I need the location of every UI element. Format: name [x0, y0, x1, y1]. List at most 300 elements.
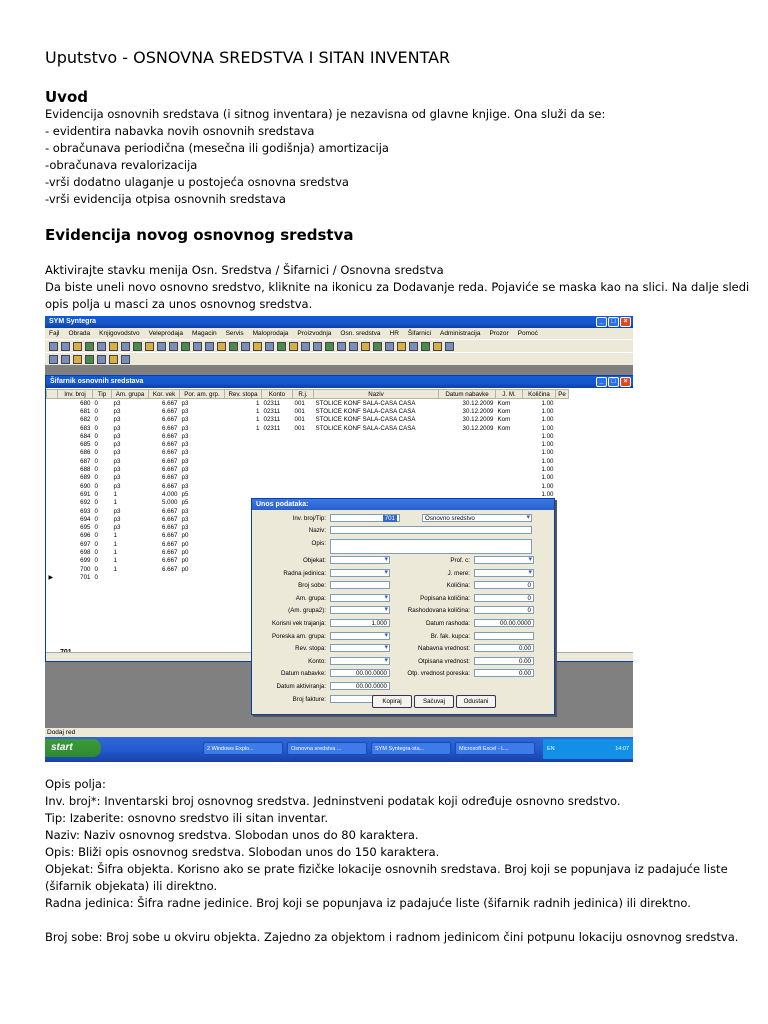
- table-cell: [314, 465, 439, 473]
- toolbar-button-icon[interactable]: [109, 355, 118, 364]
- table-cell: [496, 465, 523, 473]
- field-input[interactable]: 0.00: [474, 657, 534, 665]
- field-input[interactable]: [330, 632, 390, 640]
- toolbar-button-icon[interactable]: [49, 355, 58, 364]
- table-row[interactable]: [47, 407, 569, 415]
- table-cell: [225, 474, 262, 482]
- toolbar-button-icon[interactable]: [97, 342, 106, 351]
- field-input[interactable]: [330, 657, 390, 665]
- table-cell: p0: [181, 557, 189, 565]
- toolbar-button-icon[interactable]: [445, 342, 454, 351]
- table-cell: [293, 440, 314, 448]
- table-cell: p3: [113, 441, 121, 449]
- type-value: Osnovno sredstvo: [425, 515, 475, 522]
- field-input[interactable]: [474, 556, 534, 564]
- table-row[interactable]: [47, 474, 569, 482]
- table-cell: 1: [256, 416, 260, 424]
- table-cell: 696: [80, 532, 91, 540]
- table-cell: 680: [80, 399, 91, 407]
- field-label: Nabavna vrednost:: [418, 645, 470, 653]
- entry-dialog: [251, 498, 555, 715]
- table-row[interactable]: [47, 482, 569, 490]
- text-line: opis polja u masci za unos osnovnog sredstva.: [45, 297, 313, 311]
- field-label: Poreska am. grupa:: [272, 632, 326, 640]
- table-cell: 6.667: [162, 416, 178, 424]
- child-title: Šifarnik osnovnih sredstava: [50, 378, 144, 385]
- table-cell: STOLICE KONF SALA-CASA CASA: [315, 424, 416, 432]
- table-cell: 0: [94, 490, 98, 498]
- table-cell: 1: [113, 499, 117, 507]
- table-cell: 0: [94, 524, 98, 532]
- field-label: Radna jedinica:: [283, 569, 326, 577]
- toolbar-button-icon[interactable]: [409, 342, 418, 351]
- field-label: Datum rashoda:: [425, 620, 470, 627]
- field-label: J. mere:: [447, 569, 470, 577]
- table-row[interactable]: [47, 432, 569, 440]
- text-line: [45, 912, 738, 929]
- table-cell: p3: [181, 441, 189, 449]
- text-line: -vrši evidencija otpisa osnovnih sredstava: [45, 192, 286, 206]
- table-cell: p3: [113, 482, 121, 490]
- application-screenshot: [45, 316, 633, 762]
- column-header[interactable]: Por. am. grp.: [180, 390, 225, 399]
- field-input[interactable]: 1.000: [330, 619, 390, 627]
- text-line: Inv. broj*: Inventarski broj osnovnog sredstva. Jedninstveni podatak koji određuje osnovno sredstvo.: [45, 794, 621, 808]
- table-cell: 0: [94, 432, 98, 440]
- table-cell: 02311: [263, 416, 281, 424]
- dialog-title: Unos podataka:: [256, 501, 309, 508]
- text-line: Opis: Bliži opis osnovnog sredstva. Slobodan unos do 150 karaktera.: [45, 845, 440, 859]
- field-label: Rashodovana količina:: [407, 607, 470, 615]
- taskbar-button[interactable]: SYM Syntegra-sta...: [371, 742, 451, 755]
- child-close-icon[interactable]: ×: [620, 377, 631, 387]
- table-cell: [439, 474, 496, 482]
- taskbar-button[interactable]: 2 Windows Explo...: [203, 742, 283, 755]
- table-cell: 0: [94, 441, 98, 449]
- table-cell: 6.667: [162, 532, 178, 540]
- field-input[interactable]: 00.00.0000: [330, 682, 390, 690]
- table-cell: [496, 457, 523, 465]
- column-header[interactable]: Konto: [262, 390, 293, 399]
- menu-item[interactable]: HR: [389, 330, 399, 337]
- table-cell: 6.667: [162, 399, 178, 407]
- field-input[interactable]: [330, 569, 390, 577]
- table-cell: 6.667: [162, 507, 178, 515]
- table-cell: 6.667: [162, 565, 178, 573]
- toolbar-secondary: [45, 352, 633, 365]
- table-cell: p3: [181, 507, 189, 515]
- table-cell: [225, 432, 262, 440]
- toolbar-button-icon[interactable]: [121, 355, 130, 364]
- table-cell: [496, 440, 523, 448]
- menu-item[interactable]: Pomoć: [517, 330, 538, 337]
- table-cell: 691: [80, 490, 91, 498]
- table-cell: 6.667: [162, 441, 178, 449]
- column-header[interactable]: Kor. vek: [149, 390, 180, 399]
- dialog-titlebar: [252, 499, 554, 510]
- table-cell: STOLICE KONF SALA-CASA CASA: [315, 407, 416, 415]
- toolbar-button-icon[interactable]: [157, 342, 166, 351]
- table-cell: 0: [94, 424, 98, 432]
- field-label: Prof. c:: [450, 557, 470, 564]
- save-button[interactable]: Sačuvaj: [414, 695, 454, 708]
- menu-item[interactable]: Administracija: [440, 330, 481, 337]
- menu-item[interactable]: Servis: [225, 330, 244, 337]
- table-cell: 684: [80, 432, 91, 440]
- field-input[interactable]: [330, 644, 390, 652]
- table-cell: 689: [80, 474, 91, 482]
- table-cell: p5: [181, 499, 189, 507]
- table-cell: STOLICE KONF SALA-CASA CASA: [315, 416, 416, 424]
- table-row[interactable]: [47, 416, 569, 424]
- system-tray: [543, 739, 633, 759]
- description-input[interactable]: [330, 539, 532, 554]
- table-row[interactable]: [47, 449, 569, 457]
- table-cell: [314, 449, 439, 457]
- text-line: Da biste uneli novo osnovno sredstvo, kliknite na ikonicu za Dodavanje reda. Pojaviće se maska kao na slici. Na dalje sledi: [45, 280, 750, 294]
- start-button[interactable]: start: [45, 739, 101, 757]
- table-cell: 6.667: [162, 457, 178, 465]
- column-header[interactable]: Inv. broj: [58, 390, 93, 399]
- taskbar-button[interactable]: Microsoft Excel - L...: [455, 742, 535, 755]
- menu-item[interactable]: Šifarnici: [407, 330, 432, 337]
- table-cell: [293, 465, 314, 473]
- section-text: [45, 262, 749, 313]
- table-cell: 0: [94, 407, 98, 415]
- table-cell: [314, 474, 439, 482]
- table-cell: 686: [80, 449, 91, 457]
- toolbar-button-icon[interactable]: [325, 342, 334, 351]
- table-cell: p0: [181, 565, 189, 573]
- menu-item[interactable]: Fajl: [49, 330, 60, 337]
- column-header[interactable]: Naziv: [314, 390, 439, 399]
- table-cell: p0: [181, 540, 189, 548]
- name-label: Naziv:: [308, 527, 326, 534]
- copy-button[interactable]: Kopiraj: [372, 695, 412, 708]
- table-cell: p5: [181, 490, 189, 498]
- field-label: (Am. grupa2):: [288, 607, 326, 615]
- window-title: SYM Syntegra: [49, 318, 97, 325]
- table-cell: 6.667: [162, 482, 178, 490]
- table-cell: [496, 474, 523, 482]
- table-cell: p3: [181, 424, 189, 432]
- field-input[interactable]: [330, 581, 390, 589]
- field-input[interactable]: 00.00.0000: [474, 619, 534, 627]
- table-cell: p0: [181, 532, 189, 540]
- table-row[interactable]: ▶ 701 0: [47, 573, 569, 581]
- field-label: Objekat:: [302, 557, 326, 564]
- table-row[interactable]: [47, 440, 569, 448]
- taskbar-button[interactable]: Osnovna sredstva ...: [287, 742, 367, 755]
- table-cell: 695: [80, 524, 91, 532]
- field-label: Popisana količina:: [420, 594, 470, 602]
- toolbar-button-icon[interactable]: [337, 342, 346, 351]
- toolbar-button-icon[interactable]: [109, 342, 118, 351]
- field-input[interactable]: [330, 556, 390, 564]
- column-header[interactable]: Pe: [556, 390, 569, 399]
- table-cell: [439, 457, 496, 465]
- table-cell: [180, 573, 225, 581]
- toolbar-button-icon[interactable]: [421, 342, 430, 351]
- text-line: Opis polja:: [45, 777, 106, 791]
- table-cell: 1.00: [541, 466, 554, 474]
- table-cell: [112, 573, 149, 581]
- toolbar-button-icon[interactable]: [349, 342, 358, 351]
- table-cell: 1.00: [541, 407, 554, 415]
- table-cell: 0: [94, 499, 98, 507]
- table-cell: [149, 573, 180, 581]
- table-cell: p3: [113, 416, 121, 424]
- table-row[interactable]: [47, 399, 569, 408]
- field-label: Datum aktiviranja:: [276, 683, 326, 690]
- name-input[interactable]: [330, 526, 532, 534]
- table-cell: p3: [181, 457, 189, 465]
- child-maximize-icon[interactable]: □: [608, 377, 619, 387]
- minimize-icon[interactable]: _: [596, 317, 607, 327]
- column-header[interactable]: R.j.: [293, 390, 314, 399]
- table-cell: p3: [181, 474, 189, 482]
- intro-text: [45, 106, 605, 208]
- table-cell: 1: [113, 557, 117, 565]
- table-cell: 30.12.2009: [462, 424, 494, 432]
- toolbar-button-icon[interactable]: [313, 342, 322, 351]
- field-input[interactable]: [474, 569, 534, 577]
- document-title: Uputstvo - OSNOVNA SREDSTVA I SITAN INVENTAR: [45, 48, 451, 67]
- table-cell: 1: [113, 548, 117, 556]
- table-cell: 6.667: [162, 432, 178, 440]
- intro-heading: Uvod: [45, 88, 89, 106]
- toolbar-button-icon[interactable]: [277, 342, 286, 351]
- table-cell: p3: [113, 399, 121, 407]
- table-cell: p3: [181, 524, 189, 532]
- field-input[interactable]: 0.00: [474, 669, 534, 677]
- toolbar-button-icon[interactable]: [397, 342, 406, 351]
- column-header[interactable]: Datum nabavke: [439, 390, 496, 399]
- menu-item[interactable]: Magacin: [192, 330, 217, 337]
- table-cell: p3: [181, 399, 189, 407]
- table-cell: [496, 482, 523, 490]
- table-cell: 1: [256, 407, 260, 415]
- table-cell: 682: [80, 416, 91, 424]
- table-cell: p3: [113, 432, 121, 440]
- toolbar-button-icon[interactable]: [253, 342, 262, 351]
- toolbar-button-icon[interactable]: [181, 342, 190, 351]
- table-cell: p3: [181, 466, 189, 474]
- table-cell: p3: [113, 457, 121, 465]
- toolbar-button-icon[interactable]: [61, 342, 70, 351]
- text-line: - obračunava periodična (mesečna ili godišnja) amortizacija: [45, 141, 389, 155]
- table-cell: [439, 449, 496, 457]
- table-cell: [262, 449, 293, 457]
- table-cell: 4.000: [162, 490, 178, 498]
- field-input[interactable]: 0.00: [474, 644, 534, 652]
- table-cell: 0: [94, 557, 98, 565]
- table-cell: 697: [80, 540, 91, 548]
- table-cell: 688: [80, 466, 91, 474]
- menu-item[interactable]: Knjigovodstvo: [99, 330, 140, 337]
- text-line: Broj sobe: Broj sobe u okviru objekta. Zajedno za objektom i radnom jedinicom čini potpunu lokaciju osnovnog sredstva.: [45, 930, 739, 944]
- mdi-area: [45, 375, 633, 710]
- table-cell: p3: [113, 466, 121, 474]
- field-description-text: [45, 776, 738, 946]
- table-cell: 1.00: [541, 432, 554, 440]
- table-cell: 1: [256, 399, 260, 407]
- menu-item[interactable]: Maloprodaja: [252, 330, 289, 337]
- table-cell: p3: [113, 474, 121, 482]
- text-line: Aktivirajte stavku menija Osn. Sredstva / Šifarnici / Osnovna sredstva: [45, 263, 444, 277]
- table-row[interactable]: [47, 465, 569, 473]
- toolbar-button-icon[interactable]: [241, 342, 250, 351]
- table-cell: 700: [80, 565, 91, 573]
- table-cell: 1.00: [541, 424, 554, 432]
- toolbar-button-icon[interactable]: [97, 355, 106, 364]
- child-minimize-icon[interactable]: _: [596, 377, 607, 387]
- toolbar-button-icon[interactable]: [145, 342, 154, 351]
- text-line: Naziv: Naziv osnovnog sredstva. Slobodan unos do 80 karaktera.: [45, 828, 419, 842]
- text-line: -obračunava revalorizacija: [45, 158, 198, 172]
- field-input[interactable]: [330, 606, 390, 614]
- column-header[interactable]: J. M.: [496, 390, 523, 399]
- toolbar-button-icon[interactable]: [61, 355, 70, 364]
- menu-item[interactable]: Osn. sredstva: [340, 330, 381, 337]
- menu-item[interactable]: Proizvodnja: [297, 330, 332, 337]
- table-cell: [225, 440, 262, 448]
- toolbar-button-icon[interactable]: [169, 342, 178, 351]
- toolbar-button-icon[interactable]: [229, 342, 238, 351]
- toolbar-button-icon[interactable]: [121, 342, 130, 351]
- table-cell: 6.667: [162, 524, 178, 532]
- table-cell: 30.12.2009: [462, 399, 494, 407]
- taskbar: [45, 737, 633, 762]
- table-cell: [314, 440, 439, 448]
- status-bar: Dodaj red: [45, 728, 633, 737]
- field-input[interactable]: 0: [474, 606, 534, 614]
- toolbar-button-icon[interactable]: [265, 342, 274, 351]
- toolbar-button-icon[interactable]: [433, 342, 442, 351]
- table-cell: 0: [94, 416, 98, 424]
- toolbar-button-icon[interactable]: [301, 342, 310, 351]
- table-cell: [439, 440, 496, 448]
- toolbar-button-icon[interactable]: [385, 342, 394, 351]
- table-cell: 6.667: [162, 474, 178, 482]
- toolbar-button-icon[interactable]: [205, 342, 214, 351]
- menu-item[interactable]: Veleprodaja: [148, 330, 183, 337]
- inv-value: 701: [384, 515, 395, 522]
- table-cell: Kom: [497, 416, 511, 424]
- table-cell: [225, 482, 262, 490]
- table-cell: 0: [94, 457, 98, 465]
- table-cell: [262, 474, 293, 482]
- table-cell: p3: [113, 507, 121, 515]
- cancel-button[interactable]: Odustani: [456, 695, 496, 708]
- maximize-icon[interactable]: □: [608, 317, 619, 327]
- table-cell: 001: [294, 424, 305, 432]
- table-cell: p3: [181, 432, 189, 440]
- table-cell: 1: [113, 532, 117, 540]
- table-cell: 0: [94, 573, 98, 581]
- table-cell: [293, 474, 314, 482]
- table-cell: 1: [256, 424, 260, 432]
- toolbar-button-icon[interactable]: [73, 355, 82, 364]
- child-titlebar: [46, 376, 633, 388]
- table-cell: 1.00: [541, 490, 554, 498]
- language-indicator[interactable]: EN: [547, 746, 555, 752]
- table-cell: [225, 465, 262, 473]
- table-cell: 693: [80, 507, 91, 515]
- toolbar-button-icon[interactable]: [85, 355, 94, 364]
- table-cell: 690: [80, 482, 91, 490]
- table-cell: 0: [94, 540, 98, 548]
- toolbar-button-icon[interactable]: [289, 342, 298, 351]
- table-cell: Kom: [497, 407, 511, 415]
- table-cell: [293, 482, 314, 490]
- inv-label: Inv. broj/Tip:: [292, 515, 326, 522]
- table-row[interactable]: [47, 457, 569, 465]
- table-cell: 02311: [263, 424, 281, 432]
- toolbar-button-icon[interactable]: [373, 342, 382, 351]
- field-input[interactable]: [474, 632, 534, 640]
- field-label: Korisni vek trajanja:: [272, 620, 326, 627]
- column-header[interactable]: Tip: [93, 390, 112, 399]
- toolbar-button-icon[interactable]: [133, 342, 142, 351]
- field-label: Rev. stopa:: [295, 645, 326, 653]
- table-cell: 683: [80, 424, 91, 432]
- column-header[interactable]: Količina: [523, 390, 556, 399]
- table-cell: 0: [94, 548, 98, 556]
- table-row[interactable]: [47, 424, 569, 432]
- field-label: Br. fak. kupca:: [430, 632, 470, 640]
- table-cell: [314, 482, 439, 490]
- table-cell: 1: [113, 540, 117, 548]
- table-cell: 0: [94, 565, 98, 573]
- field-input[interactable]: 0: [474, 581, 534, 589]
- table-cell: 1.00: [541, 399, 554, 407]
- close-icon[interactable]: ×: [620, 317, 631, 327]
- inv-number-input[interactable]: [330, 514, 400, 522]
- field-input[interactable]: [330, 594, 390, 602]
- table-cell: 0: [94, 449, 98, 457]
- table-cell: 6.667: [162, 424, 178, 432]
- table-cell: [496, 449, 523, 457]
- table-cell: p3: [113, 407, 121, 415]
- table-cell: 1.00: [541, 457, 554, 465]
- table-cell: 5.000: [162, 499, 178, 507]
- table-cell: [262, 432, 293, 440]
- field-input[interactable]: 00.00.0000: [330, 669, 390, 677]
- table-cell: Kom: [497, 399, 511, 407]
- toolbar-button-icon[interactable]: [49, 342, 58, 351]
- toolbar-button-icon[interactable]: [193, 342, 202, 351]
- table-cell: 1.00: [541, 482, 554, 490]
- table-cell: p3: [113, 515, 121, 523]
- table-cell: 6.667: [162, 449, 178, 457]
- column-header[interactable]: Am. grupa: [112, 390, 149, 399]
- menu-item[interactable]: Prozor: [489, 330, 509, 337]
- menu-item[interactable]: Obrada: [68, 330, 91, 337]
- table-cell: [293, 432, 314, 440]
- table-cell: 699: [80, 557, 91, 565]
- field-input[interactable]: 0: [474, 594, 534, 602]
- table-cell: 0: [94, 399, 98, 407]
- table-cell: 694: [80, 515, 91, 523]
- toolbar-button-icon[interactable]: [361, 342, 370, 351]
- toolbar-button-icon[interactable]: [85, 342, 94, 351]
- type-select[interactable]: [422, 514, 532, 522]
- column-header[interactable]: Rev. stopa: [225, 390, 262, 399]
- toolbar-button-icon[interactable]: [217, 342, 226, 351]
- table-cell: 698: [80, 548, 91, 556]
- toolbar-button-icon[interactable]: [73, 342, 82, 351]
